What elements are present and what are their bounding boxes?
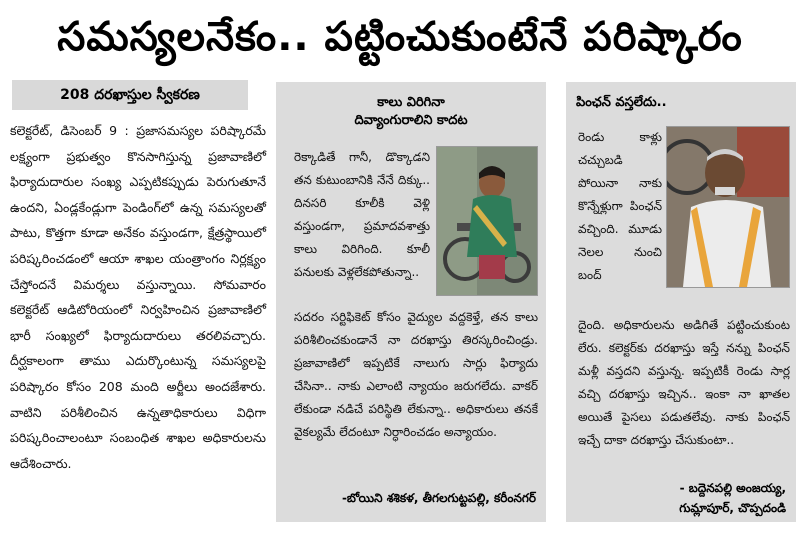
box2-title: పింఛన్‌ వస్తలేదు..	[576, 95, 667, 110]
box1-text-narrow: రెక్కాడితే గానీ, డొక్కాడని తన కుటుంబానికి నేనే దిక్కు.. దినసరి కూలీకి వెళ్లి వస్తుండగా, ప్రమాదవశాత్తు కాలు విరిగింది. కూలీ పనులకు వెళ్లలేకపోతున్నా..	[294, 150, 430, 279]
box2-signature	[679, 478, 786, 518]
box1-title	[276, 82, 546, 130]
section-tag: 208 దరఖాస్తుల స్వీకరణ	[12, 80, 248, 110]
testimonial-box-2	[566, 82, 796, 522]
box1-signature: -బోయిని శశికళ, తీగలగుట్టపల్లి, కరీంనగర్‌	[341, 491, 536, 505]
elderly-man-illustration	[667, 127, 789, 287]
box1-text-wide: సదరం సర్టిఫికెట్‌ కోసం వైద్యుల వద్దకెళ్తే, తన కాలు పరిశీలించకుండానే నా దరఖాస్తు తిరస్కరించిండ్రు. ప్రజావాణిలో ఇప్పటికే నాలుగు సార్లు ఫిర్యాదు చేసినా.. నాకు ఎలాంటి న్యాయం జరుగలేదు. వాకర్‌ లేకుండా నడిచే పరిస్థితి లేకున్నా.. అధికారులు తనకే వైకల్యమే లేదంటూ నిర్ధారించడం అన్యాయం.	[294, 310, 538, 439]
box1-title-line1: కాలు విరిగినా	[377, 95, 445, 110]
main-article-body: కలెక్టరేట్‌, డిసెంబర్‌ 9 : ప్రజాసమస్యల పరిష్కారమే లక్ష్యంగా ప్రభుత్వం కొనసాగిస్తున్న ప్రజావాణిలో ఫిర్యాదుదారుల సంఖ్య ఎప్పటికప్పుడు పెరుగుతూనే ఉందని, ఏండ్లకేండ్లుగా పెండింగ్‌లో ఉన్న సమస్యలతో పాటు, కొత్తగా కూడా అనేకం వస్తుండగా, క్షేత్రస్థాయిలో పరిష్కరించడంలో ఆయా శాఖల యంత్రాంగం నిర్లక్ష్యం చేస్తోందనే విమర్శలు వస్తున్నాయి. సోమవారం కలెక్టరేట్‌ ఆడిటోరియంలో నిర్వహించిన ప్రజావాణిలో భారీ సంఖ్యలో ఫిర్యాదుదారులు తరలివచ్చారు. దీర్ఘకాలంగా తాము ఎదుర్కొంటున్న సమస్యలపై పరిష్కారం కోసం 208 మంది అర్జీలు అందజేశారు. వాటిని పరిశీలించిన ఉన్నతాధికారులు విధిగా పరిష్కరించాలంటూ సంబంధిత శాఖల అధికారులను ఆదేశించారు.	[10, 123, 266, 471]
headline: సమస్యలనేకం.. పట్టించుకుంటేనే పరిష్కారం	[57, 14, 743, 60]
box2-text-wide: దైంది. అధికారులను అడిగితే పట్టించుకుంట లేరు. కలెక్టర్‌కు దరఖాస్తు ఇస్తే నన్ను పింఛన్‌ మళ్లీ వస్తదని వస్తున్న. ఇప్పటికీ రెండు సార్ల వచ్చి దరఖాస్తు ఇచ్చిన.. ఇంకా నా ఖాతల అయితే పైసలు పడుతలేవు. నాకు పింఛన్‌ ఇచ్చే దాకా దరఖాస్తు చేసుకుంటా..	[578, 318, 790, 447]
news-column-main	[6, 80, 268, 535]
man-photo	[666, 126, 790, 288]
box2-text-narrow: రెండు కాళ్లు చచ్చుబడి పోయినా నాకు కొన్నేళ్లుగా పింఛన్‌ వచ్చింది. మూడు నెలల నుంచి బంద్	[578, 130, 662, 282]
box2-signature-place: గుమ్లాపూర్‌, చొప్పదండి	[679, 501, 786, 515]
woman-photo	[436, 146, 538, 296]
woman-in-wheelchair-illustration	[437, 147, 537, 295]
testimonial-box-1	[276, 82, 546, 522]
box2-signature-name: - బద్దెనపల్లి అంజయ్య,	[679, 481, 786, 495]
box1-title-line2: దివ్యాంగురాలిని కాదట	[354, 113, 468, 128]
